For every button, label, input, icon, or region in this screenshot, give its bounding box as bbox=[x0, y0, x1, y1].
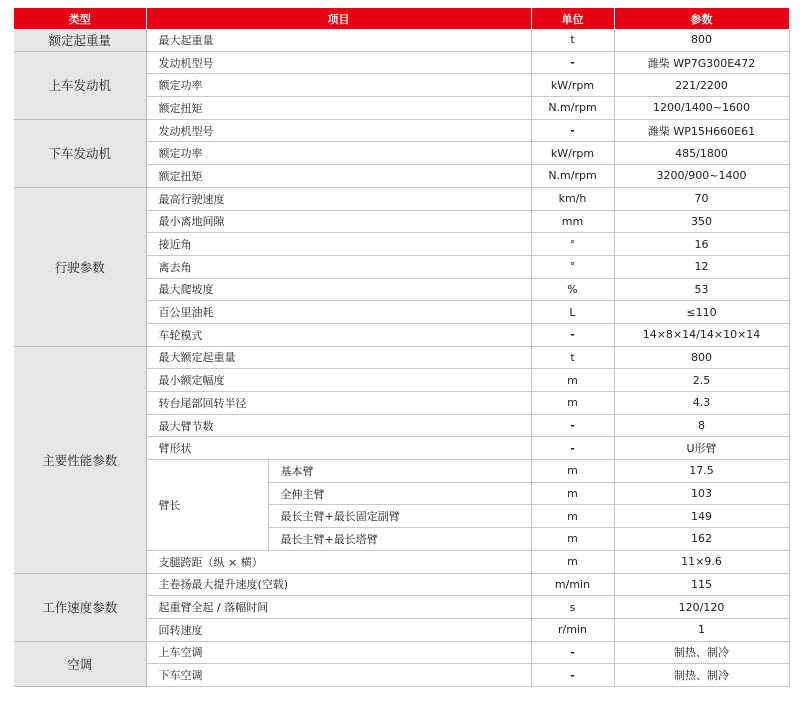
item-cell: 最大臂节数 bbox=[146, 414, 531, 437]
item-cell: 额定扭矩 bbox=[146, 97, 531, 120]
header-item: 项目 bbox=[146, 8, 531, 29]
param-cell: 103 bbox=[614, 482, 789, 505]
item-cell: 最长主臂+最长塔臂 bbox=[268, 528, 531, 551]
table-row bbox=[14, 573, 789, 596]
category-cell: 上车发动机 bbox=[14, 51, 146, 119]
param-cell: 12 bbox=[614, 255, 789, 278]
unit-cell: - bbox=[531, 414, 614, 437]
item-cell: 最小离地间隙 bbox=[146, 210, 531, 233]
category-cell: 下车发动机 bbox=[14, 119, 146, 187]
unit-cell: m bbox=[531, 392, 614, 415]
table-row bbox=[14, 641, 789, 664]
header-row bbox=[14, 8, 789, 29]
category-cell: 工作速度参数 bbox=[14, 573, 146, 641]
category-cell: 行驶参数 bbox=[14, 187, 146, 346]
unit-cell: N.m/rpm bbox=[531, 97, 614, 120]
unit-cell: t bbox=[531, 29, 614, 51]
unit-cell: m bbox=[531, 460, 614, 483]
item-cell: 臂形状 bbox=[146, 437, 531, 460]
param-cell: 115 bbox=[614, 573, 789, 596]
param-cell: 2.5 bbox=[614, 369, 789, 392]
item-cell: 回转速度 bbox=[146, 618, 531, 641]
header-unit: 单位 bbox=[531, 8, 614, 29]
param-cell: 485/1800 bbox=[614, 142, 789, 165]
item-cell: 最大爬坡度 bbox=[146, 278, 531, 301]
param-cell: ≤110 bbox=[614, 301, 789, 324]
unit-cell: - bbox=[531, 664, 614, 687]
unit-cell: t bbox=[531, 346, 614, 369]
category-cell: 额定起重量 bbox=[14, 29, 146, 51]
item-cell: 发动机型号 bbox=[146, 119, 531, 142]
param-cell: 8 bbox=[614, 414, 789, 437]
unit-cell: r/min bbox=[531, 618, 614, 641]
item-cell: 支腿跨距（纵 × 横） bbox=[146, 550, 531, 573]
item-cell: 最长主臂+最长固定副臂 bbox=[268, 505, 531, 528]
category-cell: 主要性能参数 bbox=[14, 346, 146, 573]
unit-cell: kW/rpm bbox=[531, 142, 614, 165]
spec-table bbox=[14, 8, 790, 687]
item-cell: 车轮模式 bbox=[146, 323, 531, 346]
category-cell: 空调 bbox=[14, 641, 146, 686]
item-cell: 起重臂全起 / 落幅时间 bbox=[146, 596, 531, 619]
item-cell: 额定功率 bbox=[146, 142, 531, 165]
param-cell: 53 bbox=[614, 278, 789, 301]
param-cell: 14×8×14/14×10×14 bbox=[614, 323, 789, 346]
item-cell: 最高行驶速度 bbox=[146, 187, 531, 210]
unit-cell: m/min bbox=[531, 573, 614, 596]
unit-cell: L bbox=[531, 301, 614, 324]
unit-cell: km/h bbox=[531, 187, 614, 210]
header-param: 参数 bbox=[614, 8, 789, 29]
param-cell: 11×9.6 bbox=[614, 550, 789, 573]
item-cell: 转台尾部回转半径 bbox=[146, 392, 531, 415]
item-cell: 额定扭矩 bbox=[146, 165, 531, 188]
item-cell: 下车空调 bbox=[146, 664, 531, 687]
unit-cell: - bbox=[531, 51, 614, 74]
param-cell: 16 bbox=[614, 233, 789, 256]
item-cell: 发动机型号 bbox=[146, 51, 531, 74]
param-cell: 3200/900~1400 bbox=[614, 165, 789, 188]
param-cell: 潍柴 WP7G300E472 bbox=[614, 51, 789, 74]
item-cell: 接近角 bbox=[146, 233, 531, 256]
param-cell: 800 bbox=[614, 29, 789, 51]
unit-cell: - bbox=[531, 119, 614, 142]
param-cell: 120/120 bbox=[614, 596, 789, 619]
item-cell: 最大起重量 bbox=[146, 29, 531, 51]
item-cell: 全伸主臂 bbox=[268, 482, 531, 505]
param-cell: 1 bbox=[614, 618, 789, 641]
item-cell: 离去角 bbox=[146, 255, 531, 278]
param-cell: 221/2200 bbox=[614, 74, 789, 97]
unit-cell: - bbox=[531, 437, 614, 460]
table-row bbox=[14, 187, 789, 210]
unit-cell: ° bbox=[531, 255, 614, 278]
param-cell: 162 bbox=[614, 528, 789, 551]
param-cell: 制热、制冷 bbox=[614, 641, 789, 664]
param-cell: U形臂 bbox=[614, 437, 789, 460]
item-cell: 百公里油耗 bbox=[146, 301, 531, 324]
unit-cell: m bbox=[531, 505, 614, 528]
table-row bbox=[14, 29, 789, 51]
param-cell: 149 bbox=[614, 505, 789, 528]
unit-cell: m bbox=[531, 550, 614, 573]
item-cell: 额定功率 bbox=[146, 74, 531, 97]
table-row bbox=[14, 346, 789, 369]
item-cell: 最大额定起重量 bbox=[146, 346, 531, 369]
param-cell: 17.5 bbox=[614, 460, 789, 483]
param-cell: 潍柴 WP15H660E61 bbox=[614, 119, 789, 142]
unit-cell: m bbox=[531, 528, 614, 551]
unit-cell: s bbox=[531, 596, 614, 619]
param-cell: 350 bbox=[614, 210, 789, 233]
item-cell: 上车空调 bbox=[146, 641, 531, 664]
unit-cell: kW/rpm bbox=[531, 74, 614, 97]
unit-cell: % bbox=[531, 278, 614, 301]
unit-cell: N.m/rpm bbox=[531, 165, 614, 188]
item-cell: 最小额定幅度 bbox=[146, 369, 531, 392]
unit-cell: mm bbox=[531, 210, 614, 233]
param-cell: 4.3 bbox=[614, 392, 789, 415]
item-cell: 主卷扬最大提升速度(空载) bbox=[146, 573, 531, 596]
header-type: 类型 bbox=[14, 8, 146, 29]
param-cell: 1200/1400~1600 bbox=[614, 97, 789, 120]
table-row bbox=[14, 119, 789, 142]
item-cell: 基本臂 bbox=[268, 460, 531, 483]
unit-cell: - bbox=[531, 323, 614, 346]
param-cell: 800 bbox=[614, 346, 789, 369]
param-cell: 制热、制冷 bbox=[614, 664, 789, 687]
unit-cell: ° bbox=[531, 233, 614, 256]
boom-length-label: 臂长 bbox=[146, 460, 268, 551]
unit-cell: - bbox=[531, 641, 614, 664]
unit-cell: m bbox=[531, 482, 614, 505]
table-row bbox=[14, 51, 789, 74]
param-cell: 70 bbox=[614, 187, 789, 210]
unit-cell: m bbox=[531, 369, 614, 392]
